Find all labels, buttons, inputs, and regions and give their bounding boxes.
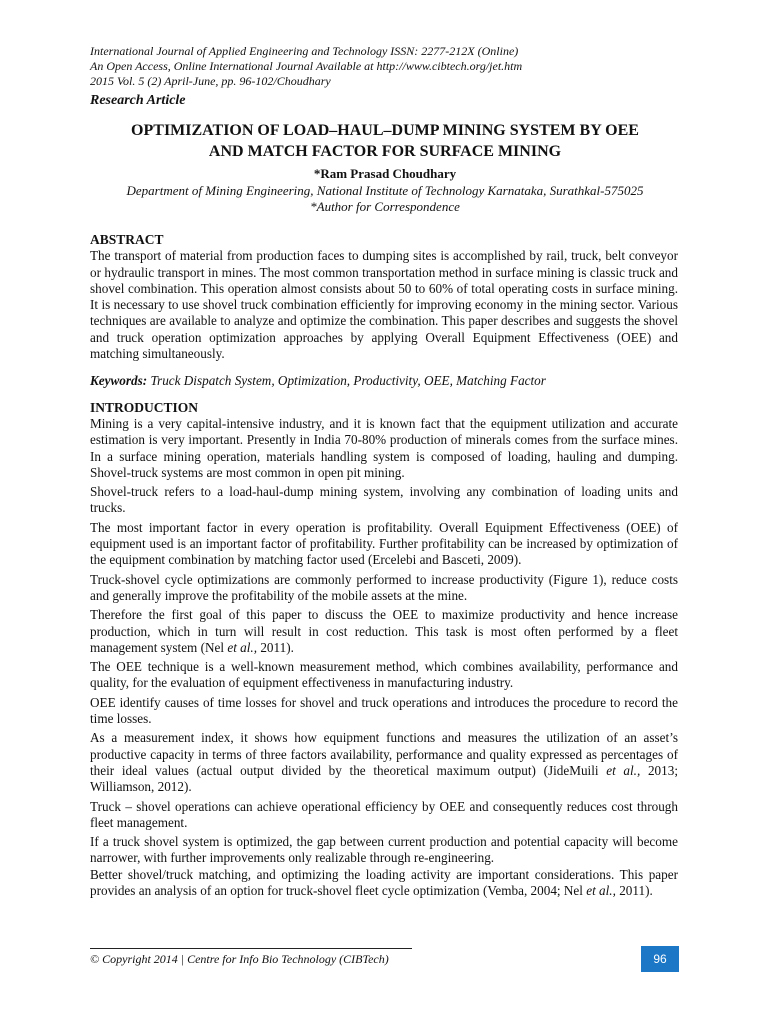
copyright-notice: © Copyright 2014 | Centre for Info Bio Technology (CIBTech)	[90, 952, 389, 966]
correspondence-note: *Author for Correspondence	[310, 199, 460, 214]
intro-paragraph-1: Mining is a very capital-intensive industry, and it is known fact that the equipment utilization and accurate estimation is very important. Presently in India 70-80% production of minerals comes from the surface mines. In a surface mining operation, materials handling system is composed of loading, hauling and dumping. Shovel-truck systems are most common in open pit mining.	[90, 415, 678, 480]
intro-paragraph-4: Truck-shovel cycle optimizations are commonly performed to increase productivity (Figure 1), reduce costs and generally improve the profitability of the mobile assets at the mine.	[90, 571, 678, 603]
author-name: *Ram Prasad Choudhary	[313, 166, 457, 181]
journal-line-3: 2015 Vol. 5 (2) April-June, pp. 96-102/Choudhary	[90, 74, 331, 88]
intro-paragraph-11: Better shovel/truck matching, and optimizing the loading activity are important considerations. This paper provides an analysis of an option for truck-shovel fleet cycle optimization (Vemba, 2004; Nel et al., 2011).	[90, 866, 678, 898]
keywords-label: Keywords:	[90, 373, 148, 389]
abstract-text: The transport of material from production faces to dumping sites is accomplished by rail, truck, belt conveyor or hydraulic transport in mines. The most common transportation method in surface mining is classic truck and shovel combination. This operation almost consists about 50 to 60% of total operating costs in surface mining. It is necessary to use shovel truck combination efficiently for improving economy in the mining sector. Various techniques are available to analyze and optimize the combination. This paper describes and suggests the shovel and truck operation optimization approaches by applying Overall Equipment Effectiveness (OEE) and matching simultaneously.	[90, 248, 678, 362]
intro-paragraph-3: The most important factor in every operation is profitability. Overall Equipment Effectiveness (OEE) of equipment used is an important factor of profitability. Further profitability can be increased by optimization of the equipment combination by matching factor used (Ercelebi and Basceti, 2009).	[90, 519, 678, 568]
journal-line-2: An Open Access, Online International Journal Available at http://www.cibtech.org/jet.htm	[90, 59, 523, 73]
intro-paragraph-8: As a measurement index, it shows how equipment functions and measures the utilization of an asset’s productive capacity in terms of three factors availability, performance and quality expressed as percentages of their ideal values (actual output divided by the theoretical maximum output) (JideMuili et al., 2013; Williamson, 2012).	[90, 730, 678, 795]
paper-body	[90, 232, 678, 902]
intro-paragraph-9: Truck – shovel operations can achieve operational efficiency by OEE and consequently reduces cost through fleet management.	[90, 798, 678, 830]
affiliation-block	[90, 183, 680, 215]
journal-header	[90, 44, 522, 89]
article-type: Research Article	[90, 93, 186, 108]
title-line-1: OPTIMIZATION OF LOAD–HAUL–DUMP MINING SYSTEM BY OEE	[131, 122, 639, 139]
intro-paragraph-10: If a truck shovel system is optimized, the gap between current production and potential capacity will become narrower, with further improvements only realizable through re-engineering.	[90, 834, 678, 866]
page-number-badge: 96	[641, 946, 679, 972]
intro-paragraph-6: The OEE technique is a well-known measurement method, which combines availability, performance and quality, for the evaluation of equipment effectiveness in manufacturing industry.	[90, 659, 678, 691]
keywords-text: Truck Dispatch System, Optimization, Productivity, OEE, Matching Factor	[150, 373, 546, 389]
footer-rule	[90, 948, 412, 949]
affiliation: Department of Mining Engineering, National Institute of Technology Karnataka, Surathkal-575025	[126, 183, 644, 198]
intro-paragraph-2: Shovel-truck refers to a load-haul-dump mining system, involving any combination of loading units and trucks.	[90, 484, 678, 516]
keywords	[90, 373, 678, 389]
journal-line-1: International Journal of Applied Engineering and Technology ISSN: 2277-212X (Online)	[90, 44, 519, 58]
intro-paragraph-7: OEE identify causes of time losses for shovel and truck operations and introduces the procedure to record the time losses.	[90, 694, 678, 727]
intro-paragraph-5: Therefore the first goal of this paper to discuss the OEE to maximize productivity and hence increase production, which in turn will result in cost reduction. This task is most often performed by a fleet management system (Nel et al., 2011).	[90, 607, 678, 655]
title-line-2: AND MATCH FACTOR FOR SURFACE MINING	[208, 143, 562, 160]
paper-title	[90, 120, 680, 162]
introduction-heading: INTRODUCTION	[90, 399, 199, 415]
abstract-heading: ABSTRACT	[90, 232, 164, 247]
